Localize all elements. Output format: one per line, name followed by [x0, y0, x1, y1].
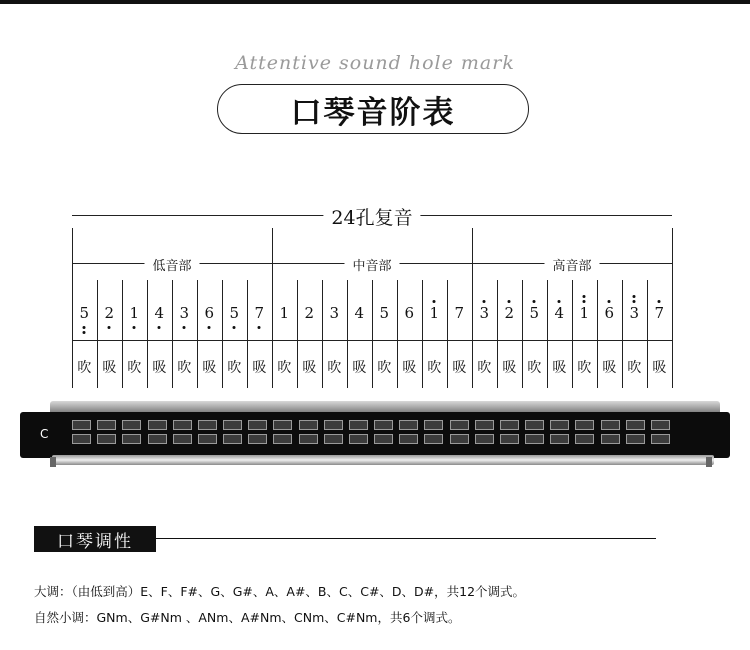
breath-action: 吹	[577, 360, 592, 376]
note-number: 2	[104, 304, 115, 322]
high-octave-dot	[633, 295, 636, 298]
breath-action: 吸	[352, 360, 367, 376]
harmonica-hole	[299, 434, 318, 444]
harmonica-hole	[374, 420, 393, 430]
harmonica-hole	[450, 420, 469, 430]
note-cell	[497, 304, 522, 332]
harmonica-hole	[299, 420, 318, 430]
note-cell	[147, 304, 172, 332]
harmonica-hole	[173, 434, 192, 444]
high-octave-dot	[508, 300, 511, 303]
harmonica-hole	[550, 434, 569, 444]
note-number: 5	[79, 304, 90, 322]
note-number: 7	[654, 304, 665, 322]
breath-action: 吸	[502, 360, 517, 376]
top-border	[0, 0, 750, 4]
harmonica-hole	[601, 420, 620, 430]
note-number: 1	[129, 304, 140, 322]
breath-action: 吸	[202, 360, 217, 376]
note-number: 6	[204, 304, 215, 322]
harmonica-bottom-cover	[52, 455, 714, 465]
harmonica-hole	[399, 420, 418, 430]
breath-action: 吹	[227, 360, 242, 376]
harmonica-hole	[223, 434, 242, 444]
high-octave-dot	[433, 300, 436, 303]
harmonica-hole	[450, 434, 469, 444]
low-octave-dot	[108, 326, 111, 329]
harmonica-hole	[273, 434, 292, 444]
note-cell	[647, 304, 672, 332]
note-number: 3	[629, 304, 640, 322]
harmonica-hole	[475, 434, 494, 444]
script-heading: Attentive sound hole mark	[235, 52, 515, 74]
scale-chart	[72, 200, 672, 390]
note-cell	[347, 304, 372, 332]
harmonica-hole	[626, 420, 645, 430]
harmonica-hole	[525, 434, 544, 444]
harmonica-hole	[349, 420, 368, 430]
harmonica-hole	[374, 434, 393, 444]
note-cell	[422, 304, 447, 332]
harmonica-hole	[198, 434, 217, 444]
harmonica-hole	[122, 420, 141, 430]
note-cell	[597, 304, 622, 332]
high-octave-dot	[608, 300, 611, 303]
harmonica-hole	[97, 434, 116, 444]
note-number: 3	[479, 304, 490, 322]
harmonica-hole	[601, 434, 620, 444]
harmonica-hole	[148, 434, 167, 444]
note-cell	[72, 304, 97, 332]
breath-action: 吹	[77, 360, 92, 376]
note-cell	[297, 304, 322, 332]
key-section-title: 口琴调性	[34, 526, 156, 552]
harmonica-hole	[525, 420, 544, 430]
section-label-low: 低音部	[144, 255, 199, 274]
key-section-rule	[156, 538, 656, 539]
breath-action: 吹	[627, 360, 642, 376]
breath-action: 吹	[127, 360, 142, 376]
low-octave-dot	[158, 326, 161, 329]
section-divider	[672, 228, 673, 388]
high-octave-dot	[583, 300, 586, 303]
note-cell	[572, 304, 597, 332]
high-octave-dot	[533, 300, 536, 303]
note-cell	[322, 304, 347, 332]
harmonica-hole	[324, 434, 343, 444]
harmonica-pin-right	[706, 457, 712, 467]
harmonica-hole	[424, 420, 443, 430]
harmonica-hole	[651, 434, 670, 444]
note-number: 1	[429, 304, 440, 322]
harmonica-key-letter: C	[40, 427, 49, 441]
harmonica-hole	[72, 434, 91, 444]
note-number: 4	[154, 304, 165, 322]
breath-action: 吸	[252, 360, 267, 376]
harmonica-hole	[72, 420, 91, 430]
harmonica-hole	[626, 434, 645, 444]
low-octave-dot	[233, 326, 236, 329]
holes-title: 24孔复音	[323, 203, 420, 230]
note-number: 2	[504, 304, 515, 322]
note-number: 5	[379, 304, 390, 322]
note-number: 7	[254, 304, 265, 322]
breath-action: 吸	[552, 360, 567, 376]
breath-action: 吹	[477, 360, 492, 376]
note-cell	[97, 304, 122, 332]
harmonica-hole	[122, 434, 141, 444]
harmonica-hole	[223, 420, 242, 430]
high-octave-dot	[633, 300, 636, 303]
section-label-mid: 中音部	[344, 255, 399, 274]
breath-action: 吹	[377, 360, 392, 376]
harmonica-hole	[575, 434, 594, 444]
breath-action: 吸	[302, 360, 317, 376]
note-number: 6	[604, 304, 615, 322]
note-number: 4	[554, 304, 565, 322]
low-octave-dot	[208, 326, 211, 329]
harmonica-hole	[550, 420, 569, 430]
harmonica-hole	[500, 434, 519, 444]
harmonica-hole	[198, 420, 217, 430]
breath-action: 吹	[527, 360, 542, 376]
harmonica-hole	[424, 434, 443, 444]
harmonica-hole	[651, 420, 670, 430]
harmonica-hole	[97, 420, 116, 430]
harmonica-hole	[475, 420, 494, 430]
breath-action: 吸	[452, 360, 467, 376]
low-octave-dot	[83, 331, 86, 334]
low-octave-dot	[133, 326, 136, 329]
note-cell	[522, 304, 547, 332]
note-number: 1	[579, 304, 590, 322]
breath-action: 吹	[177, 360, 192, 376]
note-cell	[397, 304, 422, 332]
note-cell	[172, 304, 197, 332]
harmonica-hole	[324, 420, 343, 430]
minor-keys-text: 自然小调：GNm、G#Nm 、ANm、A#Nm、CNm、C#Nm，共6个调式。	[34, 610, 461, 625]
harmonica-hole	[173, 420, 192, 430]
section-label-high: 高音部	[544, 255, 599, 274]
breath-action: 吸	[602, 360, 617, 376]
low-octave-dot	[183, 326, 186, 329]
note-cell	[472, 304, 497, 332]
harmonica-hole	[248, 434, 267, 444]
high-octave-dot	[658, 300, 661, 303]
note-number: 6	[404, 304, 415, 322]
note-number: 7	[454, 304, 465, 322]
note-number: 4	[354, 304, 365, 322]
high-octave-dot	[558, 300, 561, 303]
harmonica-hole	[273, 420, 292, 430]
page-title: 口琴音阶表	[290, 94, 456, 131]
note-number: 5	[229, 304, 240, 322]
harmonica-hole	[399, 434, 418, 444]
harmonica-hole	[575, 420, 594, 430]
note-number: 5	[529, 304, 540, 322]
high-octave-dot	[583, 295, 586, 298]
breath-action: 吹	[277, 360, 292, 376]
note-number: 3	[179, 304, 190, 322]
major-keys-text: 大调：（由低到高）E、F、F#、G、G#、A、A#、B、C、C#、D、D#，共12个调式。	[34, 584, 526, 599]
note-cell	[247, 304, 272, 332]
breath-action: 吸	[652, 360, 667, 376]
note-cell	[372, 304, 397, 332]
note-number: 1	[279, 304, 290, 322]
note-cell	[547, 304, 572, 332]
note-number: 2	[304, 304, 315, 322]
harmonica-hole	[349, 434, 368, 444]
harmonica-image	[0, 395, 750, 475]
high-octave-dot	[483, 300, 486, 303]
breath-action: 吹	[427, 360, 442, 376]
note-cell	[272, 304, 297, 332]
note-cell	[622, 304, 647, 332]
note-cell	[122, 304, 147, 332]
low-octave-dot	[83, 326, 86, 329]
low-octave-dot	[258, 326, 261, 329]
note-number: 3	[329, 304, 340, 322]
title-pill	[217, 84, 529, 134]
breath-action: 吸	[152, 360, 167, 376]
harmonica-hole	[248, 420, 267, 430]
breath-action: 吸	[402, 360, 417, 376]
note-cell	[197, 304, 222, 332]
note-cell	[447, 304, 472, 332]
harmonica-hole	[500, 420, 519, 430]
harmonica-pin-left	[50, 457, 56, 467]
note-cell	[222, 304, 247, 332]
breath-action: 吹	[327, 360, 342, 376]
harmonica-hole	[148, 420, 167, 430]
breath-action: 吸	[102, 360, 117, 376]
